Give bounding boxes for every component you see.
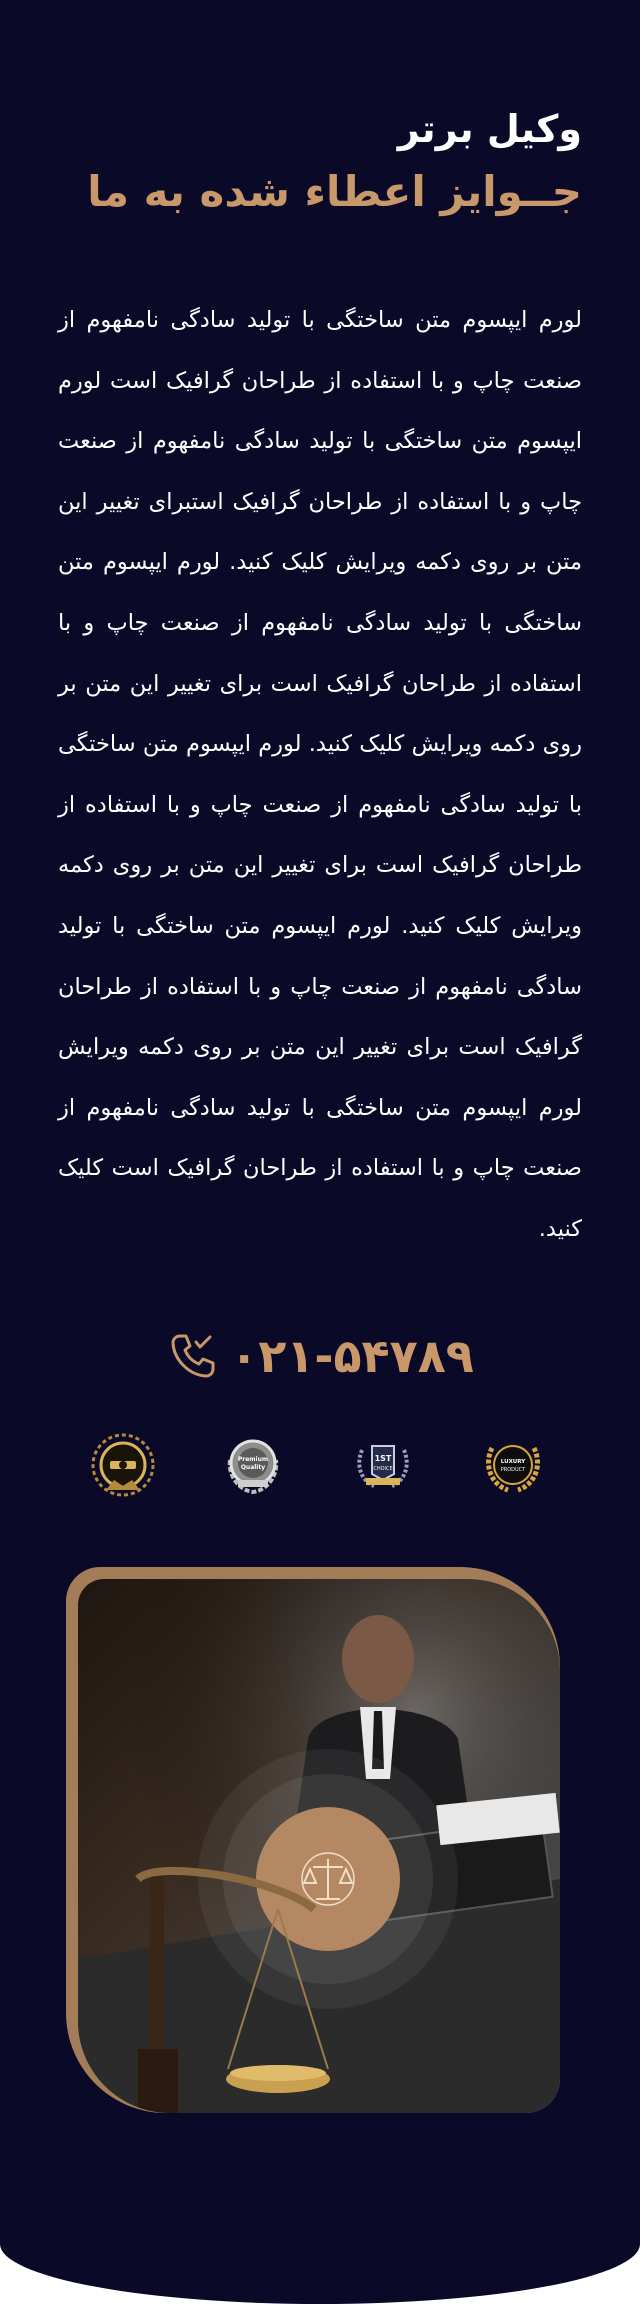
svg-text:1ST: 1ST xyxy=(374,1454,392,1463)
body-paragraph: لورم ایپسوم متن ساختگی با تولید سادگی نامفهوم از صنعت چاپ و با استفاده از طراحان گرافیک است لورم ایپسوم متن ساختگی با تولید سادگی نامفهوم از صنعت چاپ و با استفاده از طراحان گرافیک استبرای تغییر این متن بر روی دکمه ویرایش کلیک کنید. لورم ایپسوم متن ساختگی با تولید سادگی نامفهوم از صنعت چاپ و با استفاده از طراحان گرافیک است برای تغییر این متن بر روی دکمه ویرایش کلیک کنید. لورم ایپسوم متن ساختگی با تولید سادگی نامفهوم از صنعت چاپ و با استفاده از طراحان گرافیک است برای تغییر این متن بر روی دکمه ویرایش کلیک کنید. لورم ایپسوم متن ساختگی با تولید سادگی نامفهوم از صنعت چاپ و با استفاده از طراحان گرافیک است برای تغییر این متن بر روی دکمه ویرایش لورم ایپسوم متن ساختگی با تولید سادگی نامفهوم از صنعت چاپ و با استفاده از طراحان گرافیک است کلیک کنید. xyxy=(58,307,582,1242)
phone-contact[interactable] xyxy=(0,1322,640,1390)
svg-text:PRODUCT: PRODUCT xyxy=(500,1467,526,1473)
phone-number[interactable]: ۰۲۱-۵۴۷۸۹ xyxy=(230,1329,474,1383)
svg-text:Quality: Quality xyxy=(240,1464,266,1471)
svg-text:LUXURY: LUXURY xyxy=(500,1459,526,1465)
lawyer-photo-frame xyxy=(66,1567,560,2113)
page-title: وکیل برتر xyxy=(397,107,582,151)
phone-call-icon xyxy=(166,1330,218,1382)
svg-text:Premium: Premium xyxy=(237,1456,269,1463)
svg-text:CHOICE: CHOICE xyxy=(373,1466,393,1472)
premium-quality-badge-icon xyxy=(218,1430,288,1500)
first-choice-badge-icon xyxy=(348,1430,418,1500)
section-subtitle: جــوایز اعطاء شده به ما xyxy=(87,167,582,216)
lawyer-photo-illustration xyxy=(78,1579,560,2113)
luxury-product-badge-icon xyxy=(478,1430,548,1500)
header xyxy=(58,98,582,224)
lawyer-photo xyxy=(78,1579,560,2113)
award-badge-icon xyxy=(88,1430,158,1500)
award-badges xyxy=(0,1430,640,1500)
